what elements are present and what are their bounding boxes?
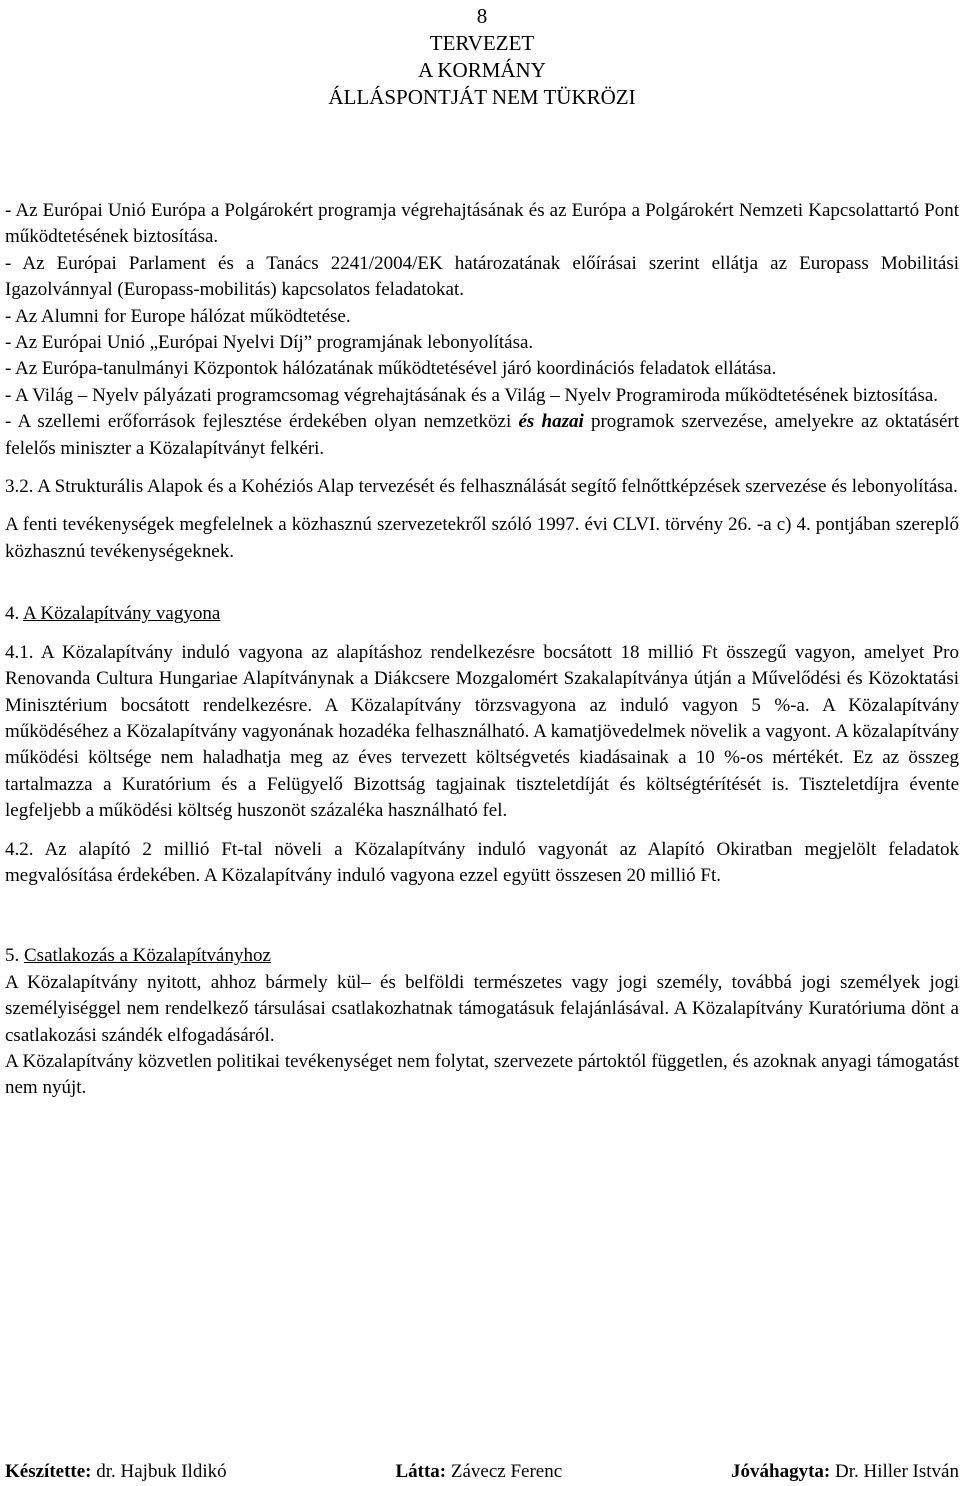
task-text: programok szervezése, amelyekre az oktatásért felelős miniszter a Közalapítványt felkéri. [5,411,959,459]
public-benefit-paragraph: A fenti tevékenységek megfelelnek a közhasznú szervezetekről szóló 1997. évi CLVI. törvény 26. -a c) 4. pontjában szereplő közhasznú tevékenységeknek. [5,514,959,562]
section-5-paragraph: A Közalapítvány nyitott, ahhoz bármely kül– és belföldi természetes vagy jogi személy, továbbá jogi személyek jogi személyiséggel nem rendelkező társulásai csatlakozhatnak támogatásuk felajánlásával. A Közalapítvány Kuratóriuma dönt a csatlakozási szándék elfogadásáról. [5,971,959,1046]
section-4-heading [5,601,959,627]
task-item: - Az Európai Unió Európa a Polgárokért programja végrehajtásának és az Európa a Polgárokért Nemzeti Kapcsolattartó Pont működtetésének biztosítása. [5,200,959,248]
section-title: Csatlakozás a Közalapítványhoz [24,945,271,967]
section-number: 5. [5,945,20,967]
prepared-by-name: dr. Hajbuk Ildikó [96,1461,227,1482]
prepared-by [5,1459,227,1485]
task-item: - Az Európa-tanulmányi Központok hálózatának működtetésével járó koordinációs feladatok ellátása. [5,358,777,380]
page-footer [5,1459,959,1485]
approved-by-label: Jóváhagyta: [731,1461,831,1482]
document-page [5,0,959,1102]
section-4-1-paragraph: 4.1. A Közalapítvány induló vagyona az alapításhoz rendelkezésre bocsátott 18 millió Ft összegű vagyon, amelyet Pro Renovanda Cultura Hungariae Alapítványnak a Diákcsere Mozgalomért Szakalapítványa útján a Művelődési és Közoktatási Minisztérium bocsátott rendelkezésre. A Közalapítvány törzsvagyona az induló vagyon 5 %-a. A Közalapítvány működéséhez a Közalapítvány vagyonának hozadéka felhasználható. A kamatjövedelmek növelik a vagyont. A közalapítvány működési költsége nem haladhatja meg az éves tervezett költségvetés kiadásainak a 10 %-os mértékét. Ez az összeg tartalmazza a Kuratórium és a Felügyelő Bizottság tagjainak tiszteletdíját és költségtérítését is. Tiszteletdíjra évente legfeljebb a működési költség huszonöt százaléka használható fel. [5,641,959,822]
draft-label: TERVEZET [429,31,535,55]
section-3-2-paragraph: 3.2. A Strukturális Alapok és a Kohéziós Alap tervezését és felhasználását segítő felnőttképzések szervezése és lebonyolítása. [5,476,958,498]
prepared-by-label: Készítette: [5,1461,92,1482]
page-number: 8 [476,4,488,28]
section-title: A Közalapítvány vagyona [22,603,221,625]
seen-by-name: Závecz Ferenc [450,1461,563,1482]
seen-by-label: Látta: [395,1461,447,1482]
section-4-2-paragraph: 4.2. Az alapító 2 millió Ft-tal növeli a Közalapítvány induló vagyonát az Alapító Okiratban megjelölt feladatok megvalósítása érdekében. A Közalapítvány induló vagyona ezzel együtt összesen 20 millió Ft. [5,838,959,886]
task-item: - A Világ – Nyelv pályázati programcsomag végrehajtásának és a Világ – Nyelv Programiroda működtetésének biztosítása. [5,384,939,406]
seen-by [395,1459,562,1485]
draft-label-line3: ÁLLÁSPONTJÁT NEM TÜKRÖZI [328,85,636,109]
task-item: - Az Európai Parlament és a Tanács 2241/2004/EK határozatának előírásai szerint ellátja az Europass Mobilitási Igazolvánnyal (Europass-mobilitás) kapcsolatos feladatokat. [5,252,959,301]
page-header [5,0,959,111]
task-item: - Az Alumni for Europe hálózat működtetése. [5,305,351,327]
task-item: - Az Európai Unió „Európai Nyelvi Díj” programjának lebonyolítása. [5,332,534,354]
approved-by-name: Dr. Hiller István [834,1461,959,1482]
section-number: 4. [5,603,20,625]
section-5-heading [5,943,959,969]
approved-by [731,1459,959,1485]
task-text: - A szellemi erőforrások fejlesztése érdekében olyan nemzetközi [5,411,519,433]
draft-label-line2: A KORMÁNY [418,58,546,82]
emphasis-text: és hazai [518,411,584,433]
document-body [5,198,959,1102]
section-5-paragraph: A Közalapítvány közvetlen politikai tevékenységet nem folytat, szervezete pártoktól független, és azoknak anyagi támogatást nem nyújt. [5,1050,959,1099]
task-item [5,409,959,462]
